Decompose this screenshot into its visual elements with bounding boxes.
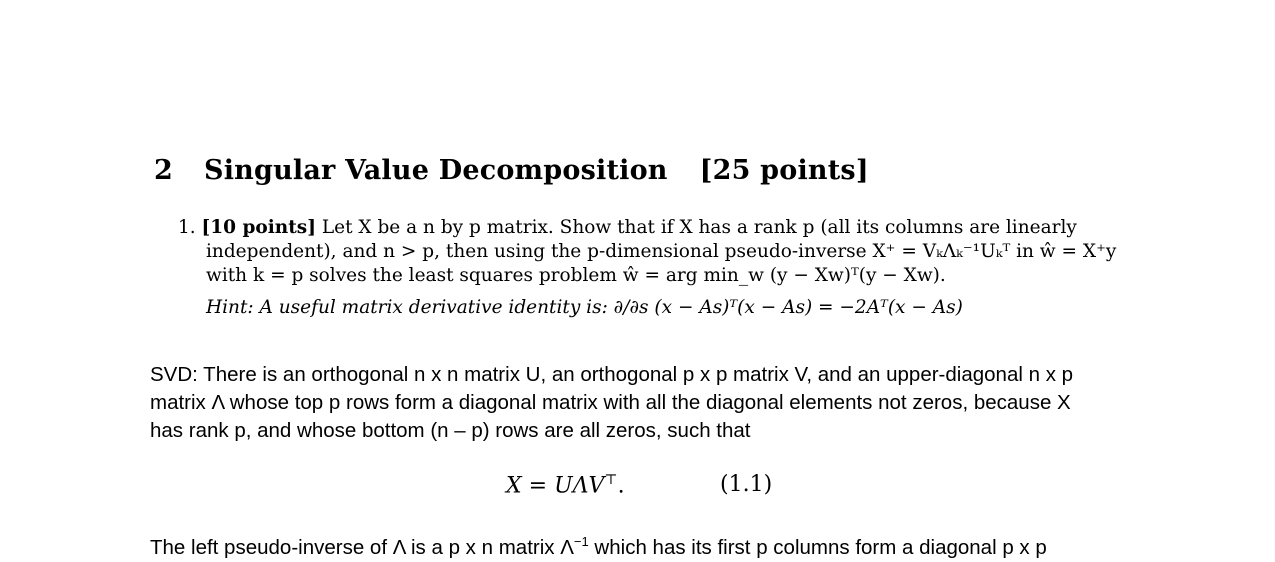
problem-points: [10 points] — [201, 217, 316, 238]
section-heading — [154, 155, 869, 186]
pinv-sup: −1 — [573, 534, 589, 549]
svd-line-1: SVD: There is an orthogonal n x n matrix U, an orthogonal p x p matrix V, and an upper-diagonal n x p — [150, 363, 1074, 386]
problem-marker: 1. — [178, 217, 196, 238]
section-points: [25 points] — [699, 155, 869, 186]
problem-hint: Hint: A useful matrix derivative identity is: ∂/∂s (x − As)ᵀ(x − As) = −2Aᵀ(x − As) — [206, 297, 963, 318]
svd-paragraph — [150, 361, 1160, 445]
svd-line-2: matrix Λ whose top p rows form a diagonal matrix with all the diagonal elements not zeros, because X — [150, 391, 1071, 414]
equation-tag: (1.1) — [720, 472, 773, 497]
section-number: 2 — [154, 155, 173, 186]
equation-lhs: X = UΛV — [506, 473, 605, 499]
problem-line-3: with k = p solves the least squares problem ŵ = arg min_w (y − Xw)ᵀ(y − Xw). — [206, 265, 946, 286]
equation-1-1 — [506, 472, 773, 499]
problem-line-2: independent), and n > p, then using the p-dimensional pseudo-inverse X⁺ = VₖΛₖ⁻¹Uₖᵀ in ŵ = X⁺y — [206, 241, 1117, 262]
pseudo-inverse-paragraph — [150, 528, 1160, 562]
problem-text-1: Let X be a n by p matrix. Show that if X has a rank p (all its columns are linearly — [321, 217, 1077, 238]
equation-transpose: ⊤ — [604, 472, 618, 488]
svd-line-3: has rank p, and whose bottom (n – p) rows are all zeros, such that — [150, 419, 751, 442]
section-title: Singular Value Decomposition — [204, 155, 668, 186]
pinv-text-post: which has its first p columns form a diagonal p x p — [588, 535, 1047, 559]
pinv-text-pre: The left pseudo-inverse of Λ is a p x n matrix Λ — [150, 535, 574, 559]
problem-statement — [178, 216, 1138, 320]
equation-period: . — [617, 473, 625, 499]
problem-line-1 — [178, 216, 1138, 240]
